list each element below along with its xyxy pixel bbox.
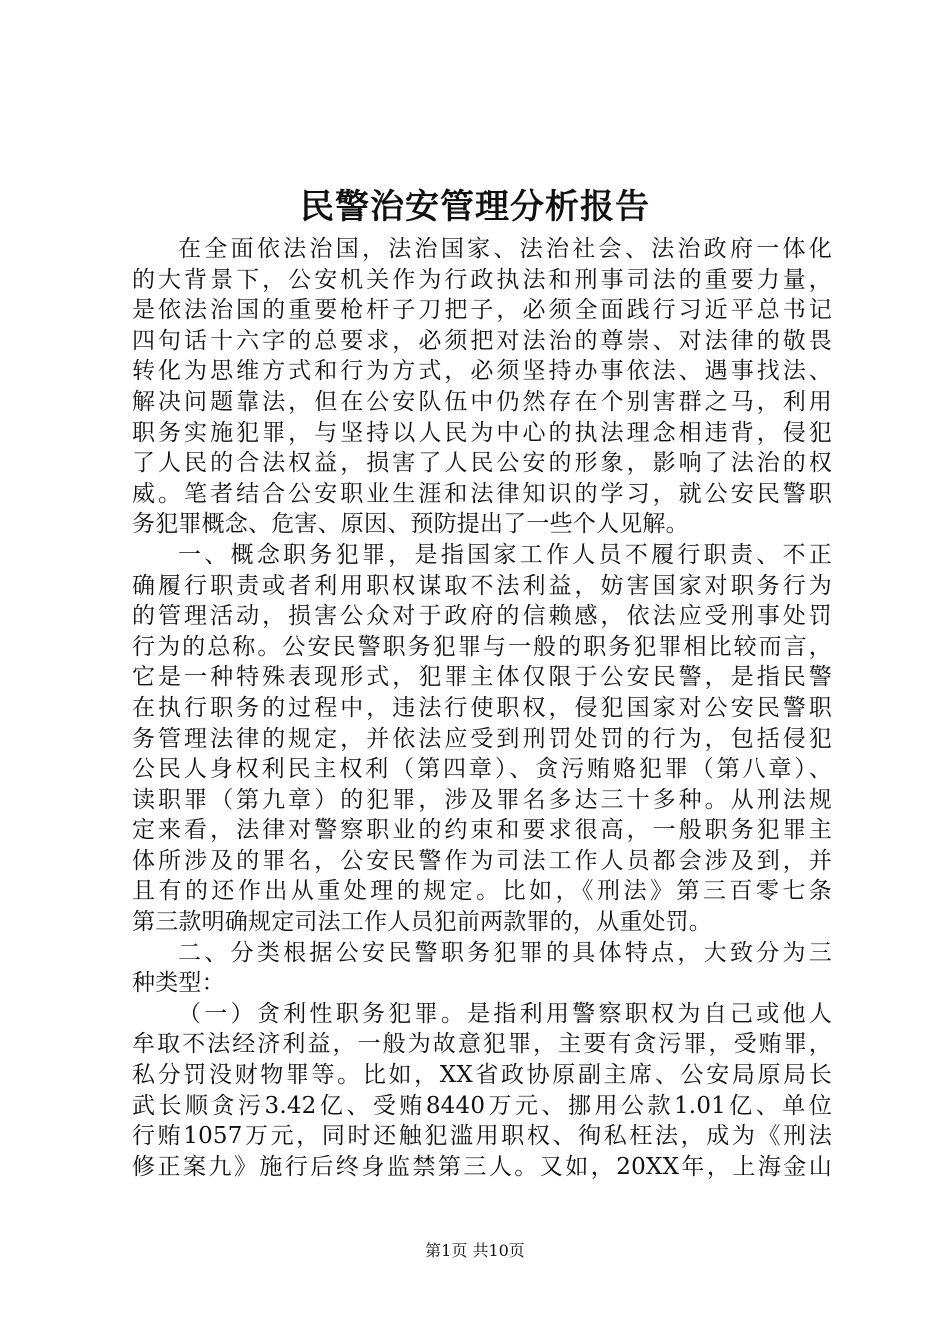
page-footer: 第1页 共10页 <box>425 1241 525 1260</box>
body-line: 第三款明确规定司法工作人员犯前两款罪的，从重处罚。 <box>132 909 712 936</box>
body-line: 解决问题靠法，但在公安队伍中仍然存在个别害群之马，利用 <box>132 388 832 415</box>
body-line: 的管理活动，损害公众对于政府的信赖感，依法应受刑事处罚 <box>132 603 832 630</box>
body-line: 读职罪（第九章）的犯罪，涉及罪名多达三十多种。从刑法规 <box>132 786 832 813</box>
body-line: 在执行职务的过程中，违法行使职权，侵犯国家对公安民警职 <box>132 694 832 721</box>
body-line: 它是一种特殊表现形式，犯罪主体仅限于公安民警，是指民警 <box>132 664 832 691</box>
body-line: 二、分类根据公安民警职务犯罪的具体特点，大致分为三 <box>178 939 832 966</box>
body-line: 一、概念职务犯罪，是指国家工作人员不履行职责、不正 <box>178 541 832 568</box>
body-line: 武长顺贪污3.42亿、受贿8440万元、挪用公款1.01亿、单位 <box>132 1092 832 1119</box>
body-line: 牟取不法经济利益，一般为故意犯罪，主要有贪污罪，受贿罪， <box>132 1031 832 1058</box>
body-line: 的大背景下，公安机关作为行政执法和刑事司法的重要力量， <box>132 266 832 293</box>
body-line: 行贿1057万元，同时还触犯滥用职权、徇私枉法，成为《刑法 <box>132 1123 832 1150</box>
body-line: 威。笔者结合公安职业生涯和法律知识的学习，就公安民警职 <box>132 480 832 507</box>
body-line: 且有的还作出从重处理的规定。比如，《刑法》第三百零七条 <box>132 878 832 905</box>
body-line: 种类型： <box>132 970 225 997</box>
body-line: 职务实施犯罪，与坚持以人民为中心的执法理念相违背，侵犯 <box>132 419 832 446</box>
body-line: 公民人身权利民主权利（第四章）、贪污贿赂犯罪（第八章）、 <box>132 756 832 783</box>
body-line: 了人民的合法权益，损害了人民公安的形象，影响了法治的权 <box>132 450 832 477</box>
body-line: 转化为思维方式和行为方式，必须坚持办事依法、遇事找法、 <box>132 358 832 385</box>
body-line: （一）贪利性职务犯罪。是指利用警察职权为自己或他人 <box>178 1000 832 1027</box>
document-body <box>132 234 832 1182</box>
body-line: 四句话十六字的总要求，必须把对法治的尊崇、对法律的敬畏 <box>132 327 832 354</box>
body-line: 定来看，法律对警察职业的约束和要求很高，一般职务犯罪主 <box>132 817 832 844</box>
body-line: 私分罚没财物罪等。比如，XX省政协原副主席、公安局原局长 <box>132 1062 832 1089</box>
body-line: 务犯罪概念、危害、原因、预防提出了一些个人见解。 <box>132 511 689 538</box>
body-line: 是依法治国的重要枪杆子刀把子，必须全面践行习近平总书记 <box>132 297 832 324</box>
body-line: 行为的总称。公安民警职务犯罪与一般的职务犯罪相比较而言， <box>132 633 832 660</box>
body-line: 在全面依法治国，法治国家、法治社会、法治政府一体化 <box>178 236 832 262</box>
document-title: 民警治安管理分析报告 <box>300 187 650 227</box>
body-line: 体所涉及的罪名，公安民警作为司法工作人员都会涉及到，并 <box>132 847 832 874</box>
body-line: 务管理法律的规定，并依法应受到刑罚处罚的行为，包括侵犯 <box>132 725 832 752</box>
body-line: 确履行职责或者利用职权谋取不法利益，妨害国家对职务行为 <box>132 572 832 599</box>
body-line: 修正案九》施行后终身监禁第三人。又如，20XX年，上海金山 <box>132 1153 832 1180</box>
